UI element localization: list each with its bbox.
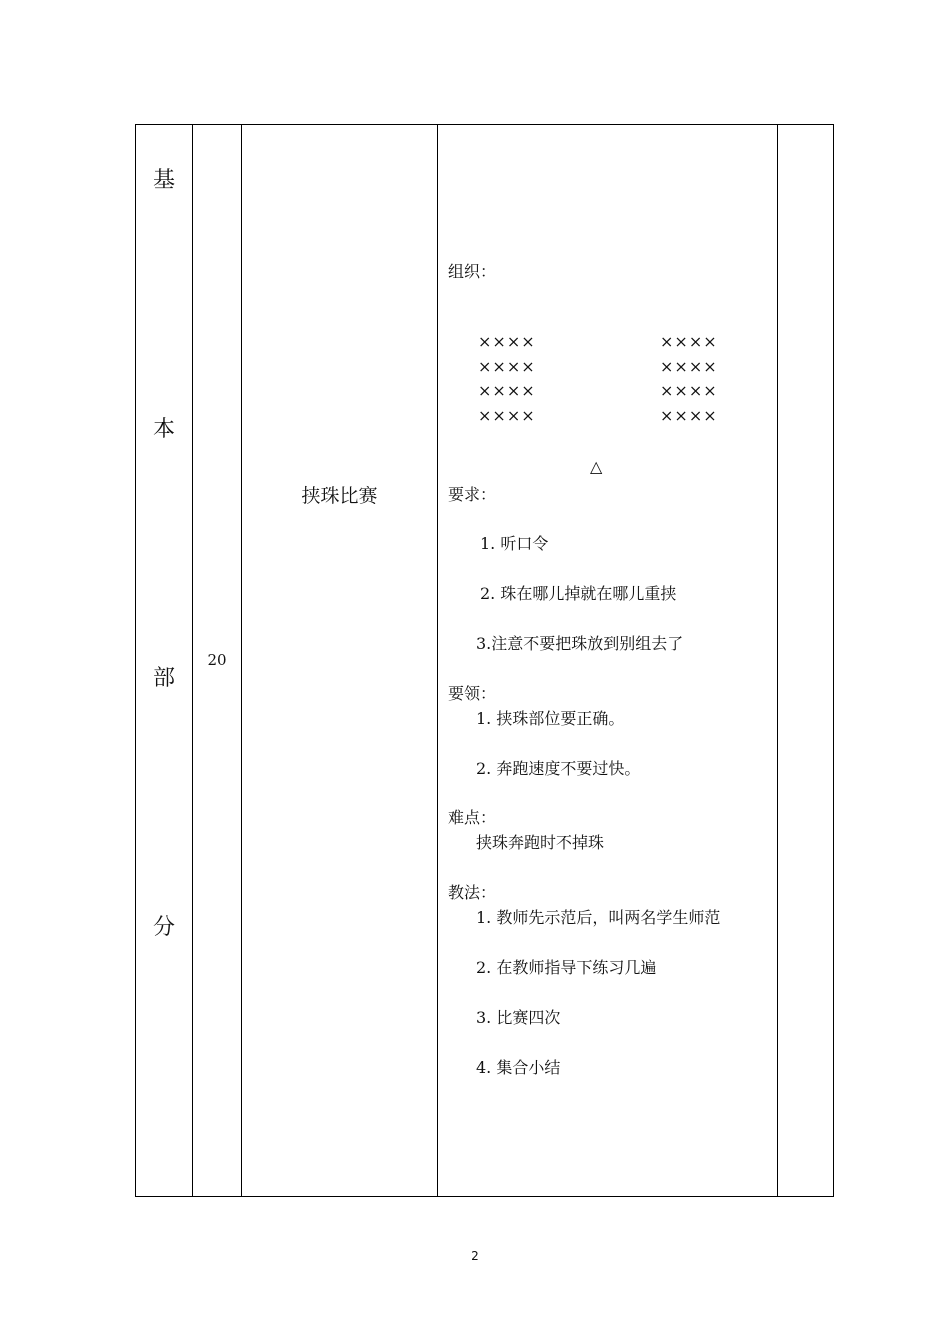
content-cell — [242, 125, 438, 1197]
formation-row-right: ×××× — [660, 357, 718, 376]
section-label-cell — [136, 125, 193, 1197]
lesson-plan-table — [135, 124, 834, 1197]
notes-cell — [778, 125, 834, 1197]
difficulty-label: 难点： — [448, 808, 497, 827]
requirement-item: 2. 珠在哪儿掉就在哪儿重挟 — [480, 584, 677, 603]
section-char: 本 — [152, 417, 175, 442]
section-char: 基 — [152, 168, 175, 193]
formation-row-left: ×××× — [478, 357, 536, 376]
teaching-item: 2. 在教师指导下练习几遍 — [476, 958, 657, 977]
time-minutes: 20 — [207, 651, 227, 669]
section-char: 部 — [152, 666, 175, 691]
teaching-label: 教法： — [448, 883, 497, 902]
essentials-label: 要领： — [448, 684, 497, 703]
requirements-label: 要求： — [448, 485, 497, 504]
method-cell — [438, 125, 778, 1197]
formation-row-right: ×××× — [660, 381, 718, 400]
difficulty-text: 挟珠奔跑时不掉珠 — [476, 833, 605, 852]
content-title: 挟珠比赛 — [301, 485, 378, 507]
teaching-item: 4. 集合小结 — [476, 1058, 561, 1077]
teaching-item: 1. 教师先示范后，叫两名学生师范 — [476, 908, 721, 927]
organization-label: 组织： — [448, 262, 497, 281]
formation-row-left: ×××× — [478, 381, 536, 400]
requirement-item: 1. 听口令 — [480, 534, 549, 553]
requirement-item: 3.注意不要把珠放到别组去了 — [476, 634, 684, 653]
formation-row-right: ×××× — [660, 406, 718, 425]
formation-row-right: ×××× — [660, 332, 718, 351]
formation-row-left: ×××× — [478, 332, 536, 351]
section-char: 分 — [152, 915, 175, 940]
essential-item: 1. 挟珠部位要正确。 — [476, 709, 625, 728]
essential-item: 2. 奔跑速度不要过快。 — [476, 759, 641, 778]
time-cell — [193, 125, 242, 1197]
formation-row-left: ×××× — [478, 406, 536, 425]
page-number: 2 — [471, 1249, 479, 1263]
teacher-marker-icon: △ — [590, 457, 603, 476]
teaching-item: 3. 比赛四次 — [476, 1008, 561, 1027]
